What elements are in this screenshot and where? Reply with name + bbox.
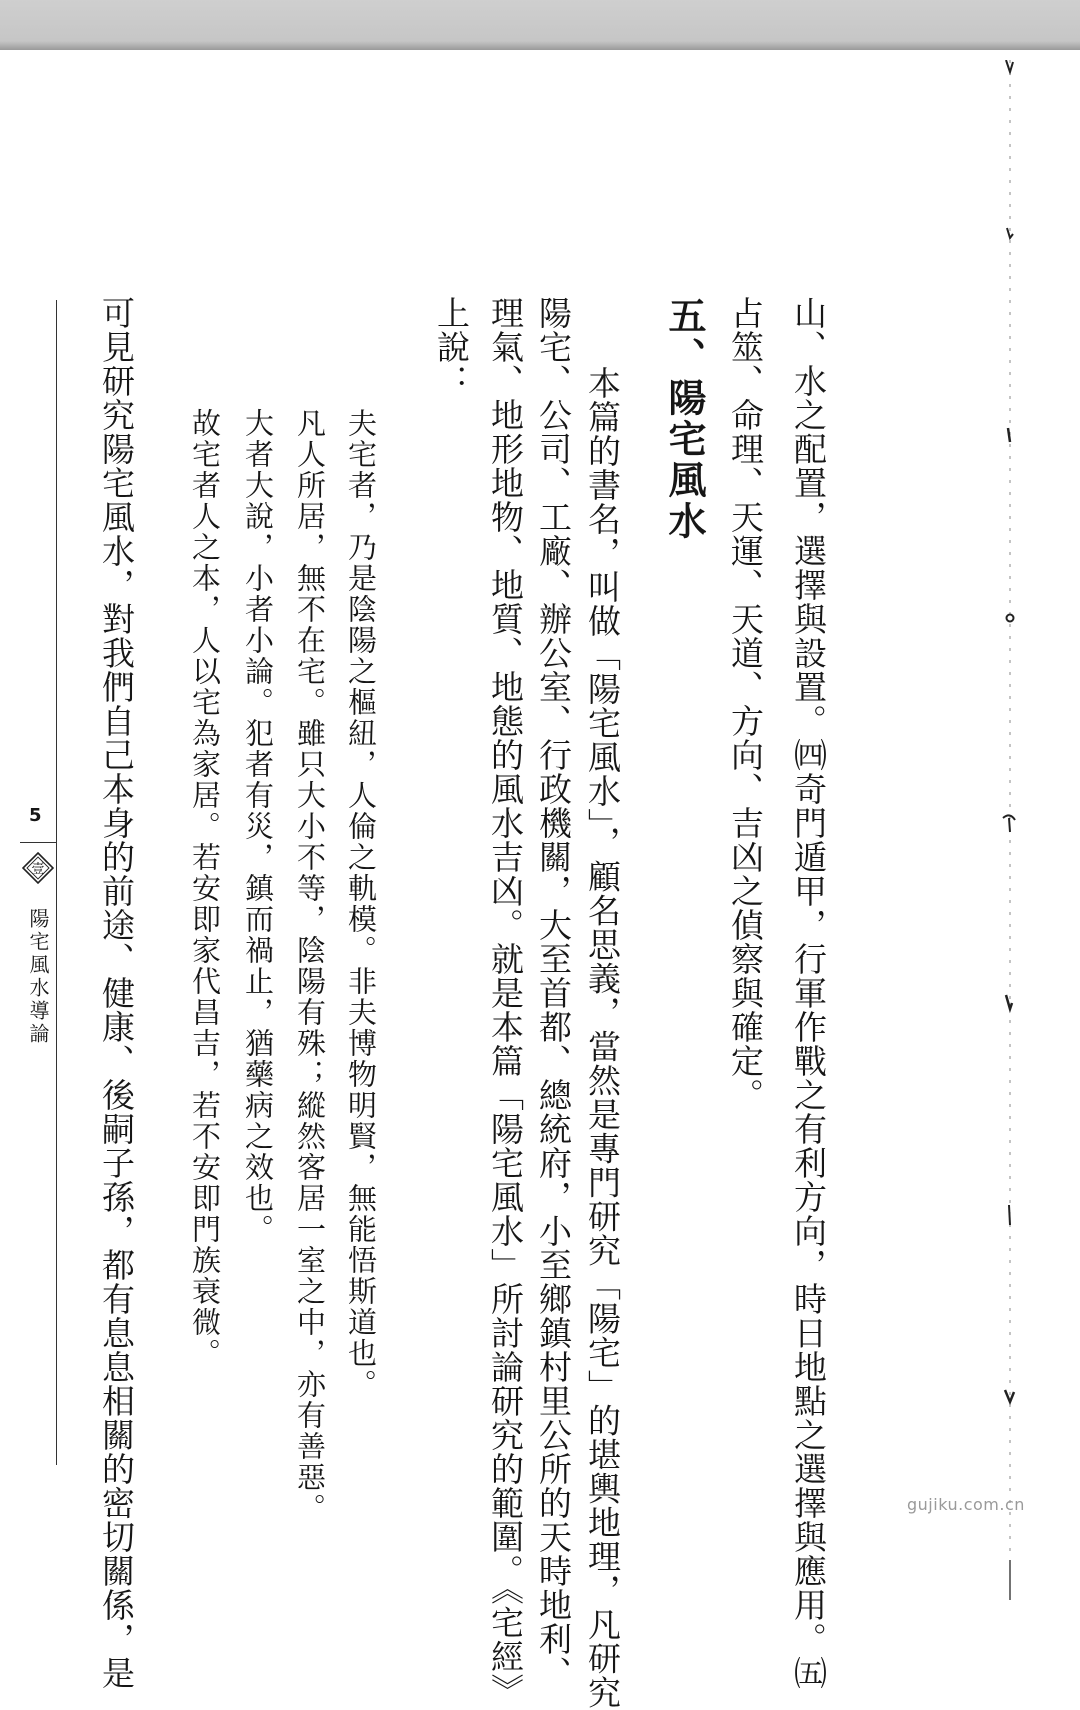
text-column-2: 占筮、命理、天運、天道、方向、吉凶之偵察與確定。 (726, 296, 765, 1112)
margin-tick (20, 842, 56, 843)
watermark: gujiku.com.cn (907, 1495, 1025, 1514)
text-column-7: 上說： (432, 296, 471, 398)
scan-binding-edge (1000, 60, 1020, 1600)
scan-top-edge (0, 0, 1080, 50)
chapter-seal-icon (22, 852, 54, 884)
closing-column: 可見研究陽宅風水，對我們自己本身的前途、健康、後嗣子孫，都有息息相關的密切關係，是 (97, 296, 136, 1690)
text-column-6: 理氣、地形地物、地質、地態的風水吉凶。就是本篇「陽宅風水」所討論研究的範圍。《宅經》 (486, 296, 525, 1708)
quote-line-2: 凡人所居，無不在宅。雖只大小不等，陰陽有殊；縱然客居一室之中，亦有善惡。 (293, 408, 327, 1524)
quote-line-4: 故宅者人之本，人以宅為家居。若安即家代昌吉，若不安即門族衰微。 (188, 408, 222, 1369)
text-column-1: 山、水之配置，選擇與設置。㈣奇門遁甲，行軍作戰之有利方向，時日地點之選擇與應用。㈤ (789, 296, 828, 1690)
running-title: 陽宅風水導論 (26, 908, 50, 1046)
section-heading: 五、陽宅風水 (662, 296, 706, 542)
quote-line-1: 夫宅者，乃是陰陽之樞紐，人倫之軌模。非夫博物明賢，無能悟斯道也。 (344, 408, 378, 1400)
quote-line-3: 大者大說，小者小論。犯者有災，鎮而禍止，猶藥病之效也。 (241, 408, 275, 1245)
text-column-5: 陽宅、公司、工廠、辦公室、行政機關，大至首都、總統府，小至鄉鎮村里公所的天時地利、 (534, 296, 573, 1690)
text-column-4: 本篇的書名，叫做「陽宅風水」，顧名思義，當然是專門研究「陽宅」的堪輿地理，凡研究 (583, 332, 622, 1710)
seal-glyph: 壹 (31, 862, 45, 877)
margin-rule (56, 300, 57, 1465)
page-number: 5 (29, 805, 42, 826)
